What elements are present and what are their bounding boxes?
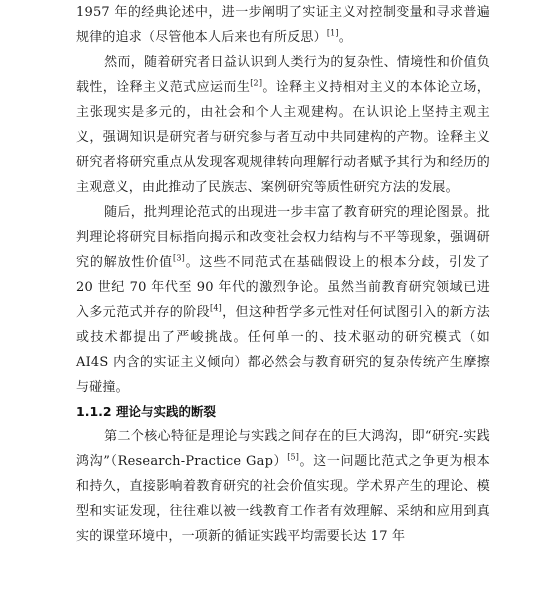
citation-marker: [4] xyxy=(210,303,222,313)
paragraph-3 xyxy=(76,200,490,400)
paragraph-text: 。诠释主义持相对主义的本体论立场，主张现实是多元的，由社会和个人主观建构。在认识论上坚持主观主义，强调知识是研究者与研究参与者互动中共同建构的产物。诠释主义研究者将研究重点从发现客观规律转向理解行动者赋予其行为和经历的主观意义，由此推动了民族志、案例研究等质性研究方法的发展。 xyxy=(76,80,490,195)
citation-marker: [3] xyxy=(173,253,185,263)
document-page xyxy=(76,0,490,549)
paragraph-text: 。 xyxy=(338,30,352,45)
paragraph-text: 1957 年的经典论述中，进一步阐明了实证主义对控制变量和寻求普遍规律的追求（尽管他本人后来也有所反思） xyxy=(76,5,490,45)
paragraph-1 xyxy=(76,0,490,50)
paragraph-text: 随后，批判理论范式的出现进一步丰富了教育研究的理论图景。批判理论将研究目标指向揭示和改变社会权力结构与不平等现象，强调研究的解放性价值 xyxy=(76,205,490,270)
citation-marker: [1] xyxy=(326,28,339,38)
paragraph-4 xyxy=(76,424,490,549)
paragraph-text: 。这些不同范式在基础假设上的根本分歧，引发了 20 世纪 70 年代至 90 年代的激烈争论。虽然当前教育研究领域已进入多元范式并存的阶段 xyxy=(76,255,490,320)
citation-marker: [2] xyxy=(250,78,263,88)
paragraph-text: 。这一问题比范式之争更为根本和持久，直接影响着教育研究的社会价值实现。学术界产生的理论、模型和实证发现，往往难以被一线教育工作者有效理解、采纳和应用到真实的课堂环境中，一项新的循证实践平均需要长达 17 年 xyxy=(76,454,490,544)
citation-marker: [5] xyxy=(287,452,300,462)
paragraph-text: 然而，随着研究者日益认识到人类行为的复杂性、情境性和价值负载性，诠释主义范式应运而生 xyxy=(76,55,490,95)
section-heading: 1.1.2 理论与实践的断裂 xyxy=(76,404,216,419)
paragraph-2 xyxy=(76,50,490,200)
paragraph-text: ，但这种哲学多元性对任何试图引入的新方法或技术都提出了严峻挑战。任何单一的、技术驱动的研究模式（如 AI4S 内含的实证主义倾向）都必然会与教育研究的复杂传统产生摩擦与碰撞。 xyxy=(76,305,490,395)
paragraph-text: 第二个核心特征是理论与实践之间存在的巨大鸿沟，即“研究-实践鸿沟”（Research-Practice Gap） xyxy=(76,429,490,469)
